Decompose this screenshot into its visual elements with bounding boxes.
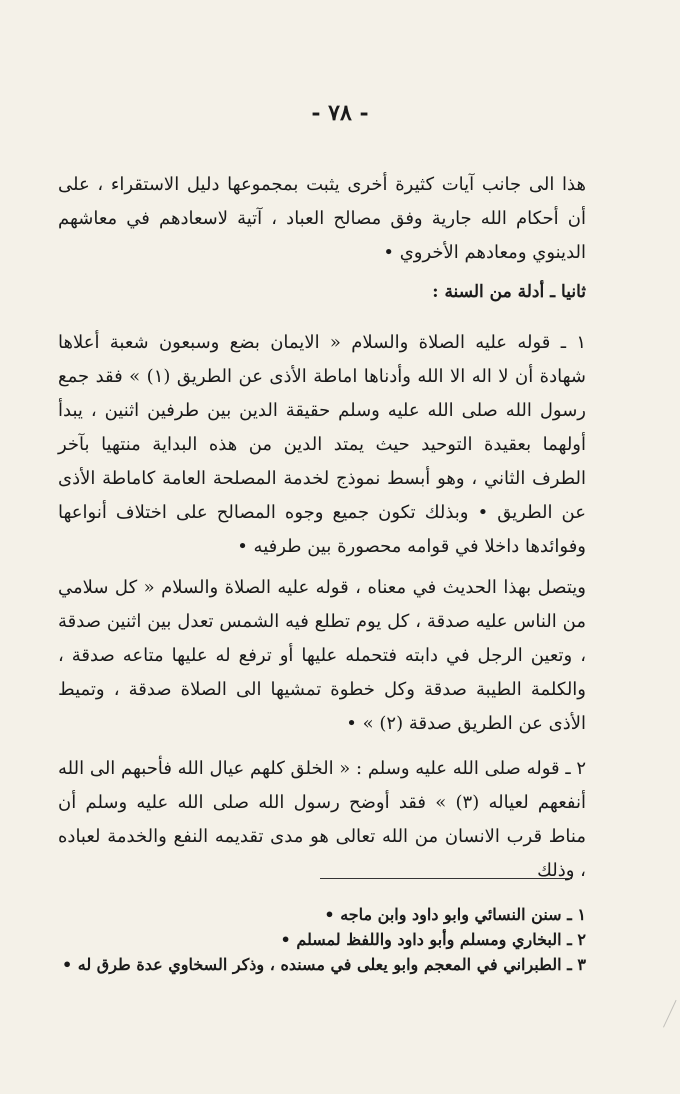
page-number: - ٧٨ - — [311, 100, 369, 126]
footnote-3: ٣ ـ الطبراني في المعجم وابو يعلى في مسنده ، وذكر السخاوي عدة طرق له • — [61, 955, 586, 974]
paragraph-hadith-sadaqa: ويتصل بهذا الحديث في معناه ، قوله عليه الصلاة والسلام « كل سلامي من الناس عليه صدقة ، كل يوم تطلع فيه الشمس تعدل بين اثنين صدقة ، وتعين الرجل في دابته فتحمله عليها أو ترفع له عليها متاعه صدقة ، والكلمة الطيبة صدقة وكل خطوة تمشيها الى الصلاة صدقة ، وتميط الأذى عن الطريق صدقة (٢) » • — [58, 577, 587, 734]
page-edge-mark — [663, 1000, 680, 1030]
footnote-separator — [320, 878, 572, 879]
footnote-1: ١ ـ سنن النسائي وابو داود وابن ماجه • — [324, 905, 586, 924]
section-heading-sunnah: ثانيا ـ أدلة من السنة : — [432, 282, 586, 302]
paragraph-quran-evidence: هذا الى جانب آيات كثيرة أخرى يثبت بمجموعها دليل الاستقراء ، على أن أحكام الله جارية وفق مصالح العباد ، آتية لاسعادهم في معاشهم الدينوي ومعادهم الأخروي • — [58, 174, 586, 263]
paragraph-hadith-khalq: ٢ ـ قوله صلى الله عليه وسلم : « الخلق كلهم عيال الله فأحبهم الى الله أنفعهم لعياله (٣) » فقد أوضح رسول الله صلى الله عليه وسلم أن مناط قرب الانسان من الله تعالى هو مدى تقديمه النفع والخدمة لعباده ، وذلك — [58, 758, 587, 881]
footnote-2: ٢ ـ البخاري ومسلم وأبو داود واللفظ لمسلم • — [280, 930, 586, 949]
footnotes — [58, 902, 586, 977]
paragraph-hadith-iman: ١ ـ قوله عليه الصلاة والسلام « الايمان بضع وسبعون شعبة أعلاها شهادة أن لا اله الا الله وأدناها اماطة الأذى عن الطريق (١) » فقد جمع رسول الله صلى الله عليه وسلم حقيقة الدين بين طرفين اثنين ، يبدأ أولهما بعقيدة التوحيد حيث يمتد الدين من هذه البداية منتهيا بآخر الطرف الثاني ، وهو أبسط نموذج لخدمة المصلحة العامة كاماطة الأذى عن الطريق • وبذلك تكون جميع وجوه المصالح على اختلاف أنواعها وفوائدها داخلا في قوامه محصورة بين طرفيه • — [58, 332, 586, 557]
